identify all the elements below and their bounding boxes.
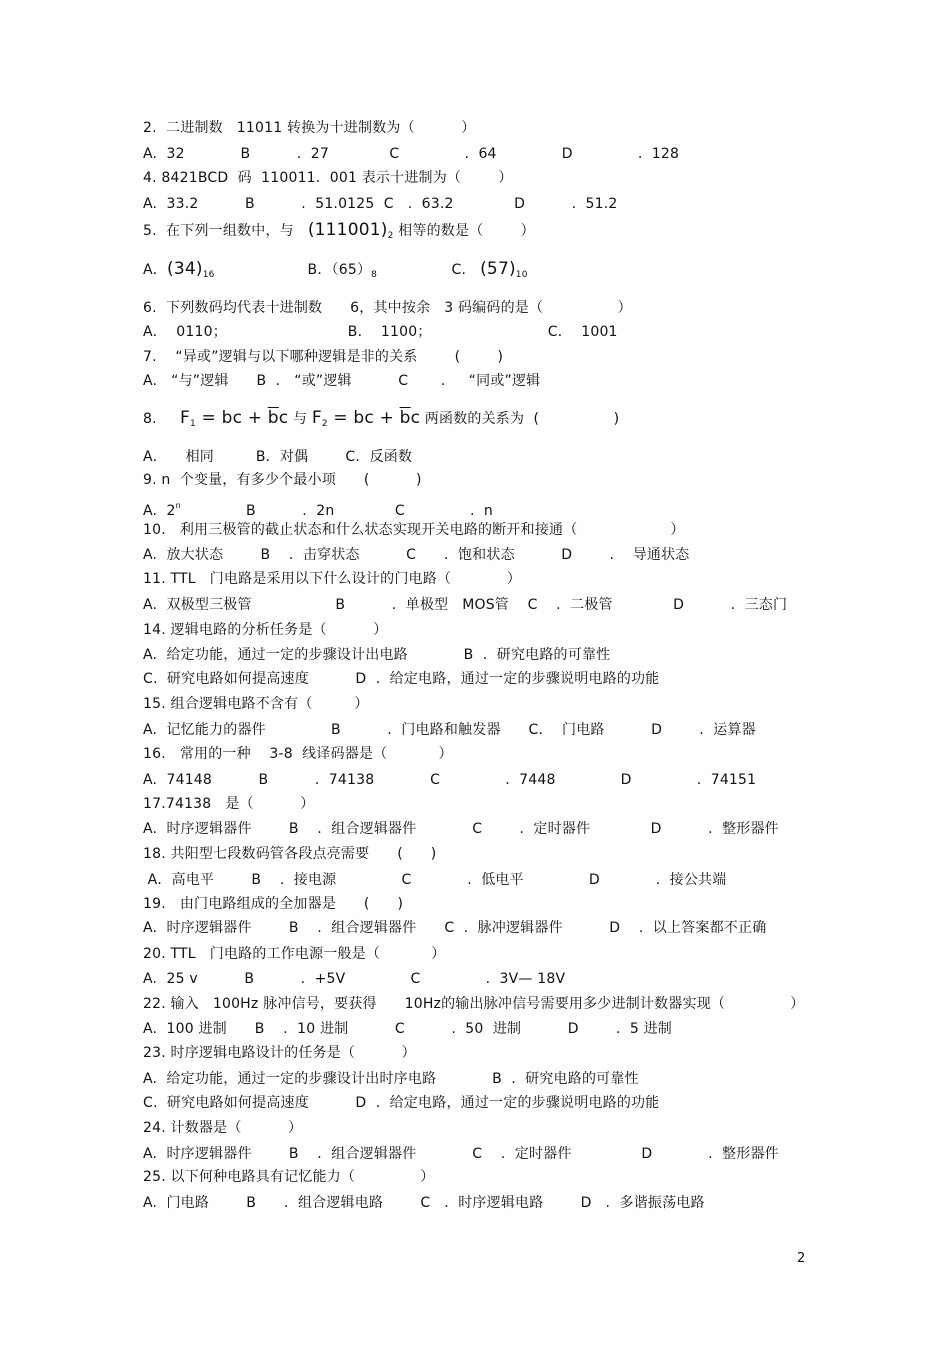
q8-f1: F	[180, 408, 190, 428]
question-14-options-line2: C. 研究电路如何提高速度 D . 给定电路，通过一定的步骤说明电路的功能	[143, 671, 660, 687]
question-4-stem: 4. 8421BCD 码 110011. 001 表示十进制为（ ）	[143, 170, 513, 186]
q8-f1-bar-b: $\overline{b}$	[267, 408, 279, 428]
page-number: 2	[797, 1251, 806, 1266]
question-15-options: A. 记忆能力的器件 B . 门电路和触发器 C． 门电路 D . 运算器	[143, 722, 756, 738]
q5-stem-post: 相等的数是（ ）	[393, 223, 535, 239]
question-6-stem: 6. 下列数码均代表十进制数 6，其中按余 3 码编码的是（ ）	[143, 300, 632, 316]
question-11-options: A. 双极型三极管 B . 单极型 MOS管 C . 二极管 D . 三态门	[143, 597, 788, 613]
question-9-options	[143, 496, 493, 519]
q9-opt-a: A. 2	[143, 503, 176, 519]
question-17-stem: 17.74138 是（ ）	[143, 796, 315, 812]
question-2-stem: 2. 二进制数 11011 转换为十进制数为（ ）	[143, 120, 476, 136]
question-9-stem: 9. n 个变量，有多少个最小项 ( )	[143, 472, 422, 488]
question-18-stem: 18. 共阳型七段数码管各段点亮需要 ( )	[143, 846, 437, 862]
q8-f2: F	[311, 408, 322, 428]
q5-opt-b-base: 8	[371, 270, 378, 280]
question-14-stem: 14. 逻辑电路的分析任务是（ ）	[143, 622, 388, 638]
q8-f1-expr-c: c	[278, 408, 289, 428]
q5-opt-c-number: (57)	[480, 259, 516, 279]
question-24-stem: 24. 计数器是（ ）	[143, 1120, 303, 1136]
question-22-options: A. 100 进制 B . 10 进制 C . 50 进制 D . 5 进制	[143, 1021, 673, 1037]
q5-opt-b: B．（65）	[214, 262, 372, 278]
question-19-stem: 19. 由门电路组成的全加器是 ( )	[143, 896, 404, 912]
question-18-options: A．高电平 B . 接电源 C . 低电平 D . 接公共端	[143, 872, 727, 888]
question-16-stem: 16. 常用的一种 3-8 线译码器是（ ）	[143, 746, 453, 762]
question-11-stem: 11. TTL 门电路是采用以下什么设计的门电路（ ）	[143, 571, 522, 587]
question-22-stem: 22. 输入 100Hz 脉冲信号，要获得 10Hz的输出脉冲信号需要用多少进制计数器实现（ ）	[143, 996, 805, 1012]
q5-binary-number: (111001)	[307, 220, 388, 240]
q5-opt-a-label: A．	[143, 262, 167, 278]
question-23-options-line1: A. 给定功能，通过一定的步骤设计出时序电路 B . 研究电路的可靠性	[143, 1071, 639, 1087]
question-24-options: A. 时序逻辑器件 B . 组合逻辑器件 C . 定时器件 D . 整形器件	[143, 1146, 779, 1162]
question-20-options: A. 25 v B . +5V C . 3V— 18V	[143, 971, 566, 987]
question-5-stem	[143, 220, 535, 240]
q5-stem-pre: 5. 在下列一组数中，与	[143, 223, 308, 239]
question-7-options: A. “与”逻辑 B . “或”逻辑 C . “同或”逻辑	[143, 373, 541, 389]
question-5-options	[143, 259, 528, 279]
question-8-stem	[143, 408, 619, 428]
q8-f2-bar-b: $\overline{b}$	[399, 408, 411, 428]
question-23-options-line2: C. 研究电路如何提高速度 D . 给定电路，通过一定的步骤说明电路的功能	[143, 1095, 660, 1111]
q9-opt-a-sup: n	[175, 501, 181, 510]
question-4-options: A. 33.2 B . 51.0125 C . 63.2 D . 51.2	[143, 196, 618, 212]
question-2-options: A. 32 B . 27 C . 64 D . 128	[143, 146, 680, 162]
question-7-stem: 7. “异或”逻辑与以下哪种逻辑是非的关系 ( )	[143, 349, 504, 365]
q8-f1-expr: = bc +	[195, 408, 268, 428]
question-19-options: A. 时序逻辑器件 B . 组合逻辑器件 C . 脉冲逻辑器件 D . 以上答案都不正确	[143, 920, 767, 936]
q8-f2-sub: 2	[321, 419, 328, 429]
q8-mid: 与	[288, 411, 312, 427]
question-20-stem: 20. TTL 门电路的工作电源一般是（ ）	[143, 946, 446, 962]
question-17-options: A. 时序逻辑器件 B . 组合逻辑器件 C . 定时器件 D . 整形器件	[143, 821, 779, 837]
q5-opt-a-base: 16	[202, 270, 215, 280]
q8-f1-sub: 1	[190, 419, 196, 429]
q5-opt-a-number: (34)	[166, 259, 203, 279]
question-8-options: A． 相同 B．对偶 C．反函数	[143, 449, 413, 465]
question-14-options-line1: A. 给定功能，通过一定的步骤设计出电路 B . 研究电路的可靠性	[143, 647, 611, 663]
q5-opt-c-label: C.	[377, 262, 481, 278]
question-15-stem: 15. 组合逻辑电路不含有（ ）	[143, 696, 369, 712]
question-25-stem: 25. 以下何种电路具有记忆能力（ ）	[143, 1169, 435, 1185]
q9-opt-rest: B . 2n C . n	[180, 503, 493, 519]
q8-f2-expr: = bc +	[327, 408, 400, 428]
question-10-options: A. 放大状态 B . 击穿状态 C . 饱和状态 D . 导通状态	[143, 547, 690, 563]
q5-opt-c-base: 10	[515, 270, 528, 280]
q5-binary-base: 2	[387, 231, 394, 241]
question-6-options: A． 0110； B. 1100； C． 1001	[143, 324, 618, 340]
question-23-stem: 23. 时序逻辑电路设计的任务是（ ）	[143, 1045, 416, 1061]
question-10-stem: 10. 利用三极管的截止状态和什么状态实现开关电路的断开和接通（ ）	[143, 522, 685, 538]
q8-f2-expr-c: c	[410, 408, 421, 428]
question-25-options: A. 门电路 B . 组合逻辑电路 C . 时序逻辑电路 D . 多谐振荡电路	[143, 1195, 705, 1211]
question-16-options: A. 74148 B . 74138 C . 7448 D . 74151	[143, 772, 757, 788]
q8-post: 两函数的关系为 ( )	[420, 411, 620, 427]
q8-number: 8.	[143, 411, 181, 427]
